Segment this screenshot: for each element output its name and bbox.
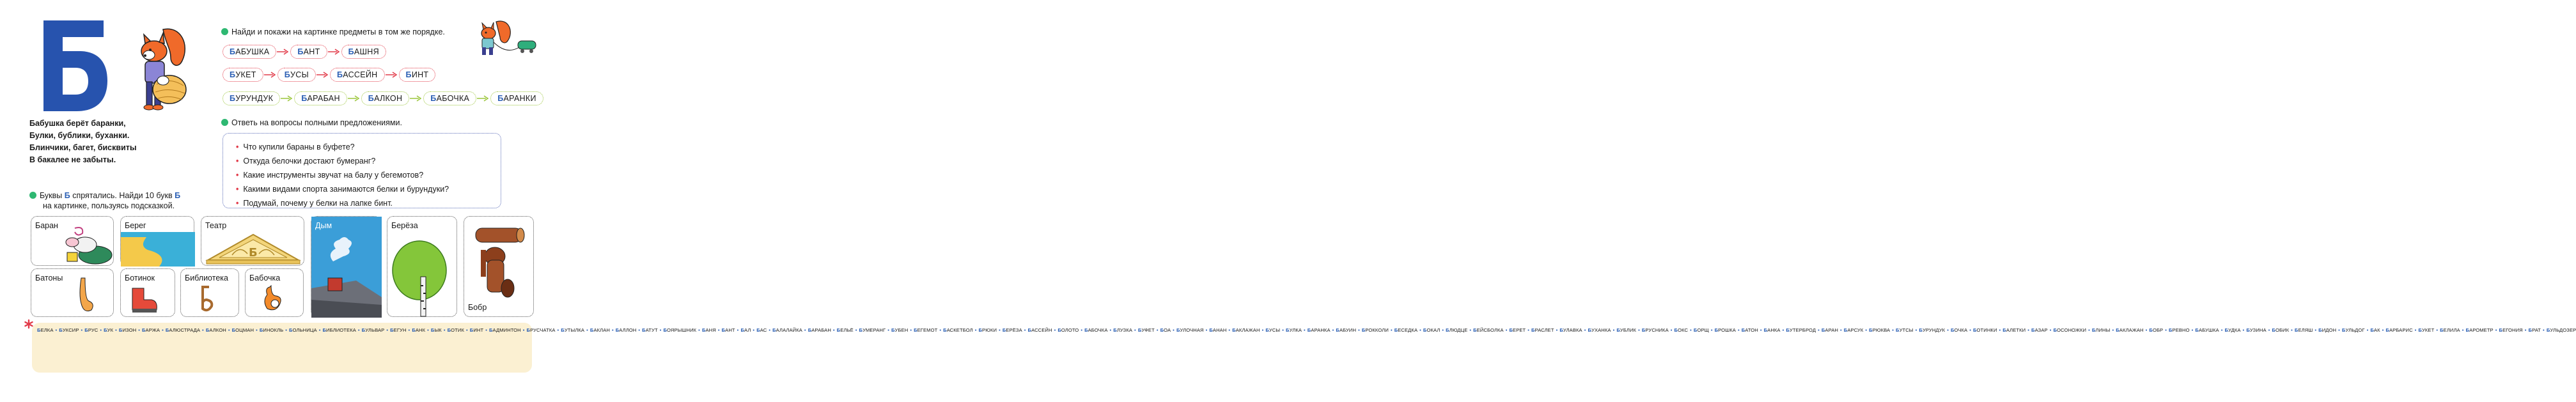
hint-word: БАРЖА xyxy=(141,327,160,333)
word-separator: • xyxy=(1205,327,1208,333)
word-separator: • xyxy=(1947,327,1949,333)
hint-word: БИЗОН xyxy=(118,327,137,333)
hint-word: БАЛАЛАЙКА xyxy=(772,327,802,333)
question-item: • Что купили бараны в буфете? xyxy=(236,140,501,154)
hint-word: БЕГОНИЯ xyxy=(2499,327,2523,333)
word-separator: • xyxy=(2049,327,2052,333)
hint-word: БРЮКВА xyxy=(1869,327,1891,333)
hint-word: БЕЙСБОЛКА xyxy=(1473,327,1504,333)
word-separator: • xyxy=(1892,327,1894,333)
poem-line: Булки, бублики, буханки. xyxy=(29,131,130,140)
word-separator: • xyxy=(2088,327,2090,333)
hint-word: БОБР xyxy=(2149,327,2164,333)
word-separator: • xyxy=(1134,327,1136,333)
hint-word: БАЗАР xyxy=(2031,327,2048,333)
word-separator: • xyxy=(1442,327,1444,333)
task-find-letters: Буквы Б спрятались. Найди 10 букв Б на картинке, пользуясь подсказкой. xyxy=(29,190,202,211)
card-label: Берёза xyxy=(391,221,418,230)
word-separator: • xyxy=(138,327,140,333)
hint-word: БОЧКА xyxy=(1950,327,1968,333)
word-separator: • xyxy=(2414,327,2417,333)
word-separator: • xyxy=(2242,327,2245,333)
shore-icon xyxy=(121,232,195,267)
word-separator: • xyxy=(2145,327,2148,333)
hint-word: БОБИК xyxy=(2272,327,2290,333)
arrow-right-icon xyxy=(264,72,277,78)
word-separator: • xyxy=(1419,327,1421,333)
hint-word: БАЛЮСТРАДА xyxy=(165,327,201,333)
hint-word: БУТЫЛКА xyxy=(561,327,585,333)
word-separator: • xyxy=(1332,327,1334,333)
hint-word: БОРЩ xyxy=(1693,327,1709,333)
word-separator: • xyxy=(2112,327,2114,333)
hint-word: БАБОЧКА xyxy=(1084,327,1108,333)
card-label: Бобр xyxy=(468,303,487,312)
hint-word: БРУСЧАТКА xyxy=(526,327,556,333)
hint-word: БЛЮДЦЕ xyxy=(1446,327,1468,333)
word-separator: • xyxy=(2524,327,2527,333)
word-separator: • xyxy=(887,327,889,333)
word-separator: • xyxy=(1584,327,1586,333)
word-separator: • xyxy=(1969,327,1971,333)
hint-word: БАНК xyxy=(412,327,426,333)
arrow-right-icon xyxy=(410,95,423,102)
card-biblioteka xyxy=(180,268,239,317)
hint-word: БЛИНЫ xyxy=(2091,327,2111,333)
card-beryoza xyxy=(387,216,457,317)
arrow-right-icon xyxy=(316,72,329,78)
ram-icon xyxy=(62,226,113,265)
word-box: БИНТ xyxy=(399,68,436,82)
card-label: Библиотека xyxy=(185,274,228,282)
question-item: • Откуда белочки достают бумеранг? xyxy=(236,154,501,168)
hint-word: БАСКЕТБОЛ xyxy=(943,327,973,333)
hint-word: БАНЯ xyxy=(701,327,716,333)
word-separator: • xyxy=(753,327,755,333)
hint-word: БУЛОЧНАЯ xyxy=(1176,327,1204,333)
hint-word: БАССЕЙН xyxy=(1027,327,1052,333)
word-separator: • xyxy=(1612,327,1615,333)
arrow-right-icon xyxy=(281,95,293,102)
word-separator: • xyxy=(1228,327,1231,333)
word-separator: • xyxy=(1054,327,1056,333)
card-label: Бабочка xyxy=(249,274,281,282)
word-separator: • xyxy=(228,327,230,333)
hint-word: БУБЕН xyxy=(891,327,909,333)
squirrel-with-basket-illustration xyxy=(131,26,190,112)
word-separator: • xyxy=(2382,327,2384,333)
task-find-objects xyxy=(221,27,445,37)
hint-word: БУЛЬДОГ xyxy=(2341,327,2365,333)
big-letter-b xyxy=(40,18,109,114)
hint-word: БАКЛАЖАН xyxy=(1232,327,1260,333)
hint-word: БУЛКА xyxy=(1286,327,1302,333)
arrow-right-icon xyxy=(328,49,341,55)
word-box: БАБОЧКА xyxy=(423,91,476,105)
arrow-right-icon xyxy=(348,95,361,102)
word-separator: • xyxy=(443,327,446,333)
hint-word: БУК xyxy=(104,327,114,333)
hint-word: БОЦМАН xyxy=(231,327,254,333)
green-bullet-icon xyxy=(221,28,228,35)
word-separator: • xyxy=(1173,327,1175,333)
word-separator: • xyxy=(2291,327,2293,333)
word-separator: • xyxy=(2462,327,2464,333)
word-box: БАССЕЙН xyxy=(330,68,385,82)
word-box: БУРУНДУК xyxy=(222,91,280,105)
word-separator: • xyxy=(2338,327,2340,333)
word-separator: • xyxy=(1505,327,1508,333)
hint-word: БАРСУК xyxy=(1843,327,1864,333)
poem-line: В бакалее не забыты. xyxy=(29,155,116,164)
hint-word: БАЛКОН xyxy=(205,327,226,333)
hint-word: БАЛ xyxy=(740,327,751,333)
word-separator: • xyxy=(717,327,720,333)
task-answer-questions xyxy=(221,118,402,128)
card-teatr xyxy=(201,216,304,266)
word-separator: • xyxy=(2268,327,2270,333)
card-dym xyxy=(311,216,381,317)
hint-word: БАРБАРИС xyxy=(2385,327,2413,333)
word-separator: • xyxy=(1081,327,1083,333)
hint-word: БИНТ xyxy=(469,327,484,333)
hint-word: БАКЛАН xyxy=(589,327,610,333)
word-separator: • xyxy=(115,327,117,333)
hint-word: БОСОНОЖКИ xyxy=(2053,327,2087,333)
hint-word: БУДКА xyxy=(2224,327,2241,333)
word-separator: • xyxy=(1670,327,1673,333)
word-separator: • xyxy=(2366,327,2369,333)
word-separator: • xyxy=(522,327,525,333)
word-separator: • xyxy=(318,327,321,333)
word-separator: • xyxy=(81,327,83,333)
hint-word: БРУСНИКА xyxy=(1641,327,1669,333)
card-label: Ботинок xyxy=(125,274,155,282)
card-babochka xyxy=(245,268,304,317)
hint-word: БОЛЬНИЦА xyxy=(289,327,317,333)
hint-word: БЕЛЬЁ xyxy=(836,327,854,333)
question-item: • Подумай, почему у белки на лапке бинт. xyxy=(236,196,501,210)
hint-word: БАЛЛОН xyxy=(615,327,637,333)
card-label: Батоны xyxy=(35,274,63,282)
word-separator: • xyxy=(1690,327,1692,333)
word-separator: • xyxy=(1638,327,1640,333)
green-bullet-icon xyxy=(29,192,36,199)
word-separator: • xyxy=(1999,327,2001,333)
word-separator: • xyxy=(2027,327,2030,333)
hint-word: БАБУШКА xyxy=(2195,327,2219,333)
word-separator: • xyxy=(2495,327,2497,333)
hint-word-list xyxy=(32,323,2576,373)
card-batony xyxy=(31,268,114,317)
squirrel-skateboard-illustration xyxy=(473,19,537,59)
word-separator: • xyxy=(1527,327,1530,333)
hint-word: БУФЕТ xyxy=(1137,327,1155,333)
poem xyxy=(29,118,137,166)
green-bullet-icon xyxy=(221,119,228,126)
beaver-with-log-icon xyxy=(473,224,527,301)
card-label: Дым xyxy=(315,221,332,230)
word-box: БАРАБАН xyxy=(294,91,347,105)
word-separator: • xyxy=(100,327,102,333)
word-separator: • xyxy=(1710,327,1713,333)
hint-word: БУРУНДУК xyxy=(1919,327,1946,333)
hint-word: БАКЛАЖАН xyxy=(2116,327,2144,333)
hint-word: БИНОКЛЬ xyxy=(259,327,284,333)
word-separator: • xyxy=(1469,327,1472,333)
poem-line: Бабушка берёт баранки, xyxy=(29,119,126,128)
hint-word: БЕСЕДКА xyxy=(1394,327,1418,333)
hint-word: БЛУЗКА xyxy=(1113,327,1133,333)
word-row-1 xyxy=(222,45,386,59)
card-botinok xyxy=(120,268,175,317)
word-separator: • xyxy=(427,327,429,333)
hint-word: БРУС xyxy=(84,327,98,333)
hint-word: БУЛЬДОЗЕР xyxy=(2546,327,2576,333)
hint-word: БОКС xyxy=(1674,327,1689,333)
word-separator: • xyxy=(769,327,771,333)
question-item: • Какие инструменты звучат на балу у бегемотов? xyxy=(236,168,501,182)
word-separator: • xyxy=(1840,327,1842,333)
theatre-pediment-icon xyxy=(204,229,302,265)
hint-word: БЕЛКА xyxy=(37,327,54,333)
hint-word: БЫК xyxy=(430,327,442,333)
word-separator: • xyxy=(55,327,58,333)
hint-word: БЕГЕМОТ xyxy=(914,327,938,333)
chimney-smoke-icon xyxy=(311,217,382,318)
word-separator: • xyxy=(162,327,164,333)
hint-word: БАНКА xyxy=(1763,327,1781,333)
hint-word: БИДОН xyxy=(2318,327,2337,333)
hint-word: БЕРЕТ xyxy=(1509,327,1526,333)
hint-word: БАРАНКА xyxy=(1307,327,1331,333)
word-separator: • xyxy=(357,327,360,333)
word-separator: • xyxy=(1390,327,1393,333)
word-separator: • xyxy=(939,327,942,333)
hint-word: БУБЛИК xyxy=(1616,327,1637,333)
hint-word: БРОШКА xyxy=(1714,327,1736,333)
hint-word: БАС xyxy=(756,327,767,333)
word-separator: • xyxy=(832,327,835,333)
hint-word: БАРОМЕТР xyxy=(2465,327,2494,333)
task-find-objects-text: Найди и покажи на картинке предметы в том же порядке. xyxy=(231,27,445,36)
word-separator: • xyxy=(2221,327,2223,333)
hint-word: БУСЫ xyxy=(1265,327,1281,333)
word-separator: • xyxy=(611,327,614,333)
hint-word: БАЛЕТКИ xyxy=(2002,327,2026,333)
word-separator: • xyxy=(910,327,912,333)
hint-word: БОТИК xyxy=(447,327,464,333)
question-item: • Какими видами спорта занимаются белки и бурундуки? xyxy=(236,182,501,196)
butterfly-icon xyxy=(261,283,286,314)
hint-word: БУЛАВКА xyxy=(1559,327,1582,333)
hint-word: БАНАН xyxy=(1209,327,1227,333)
poem-line: Блинчики, багет, бисквиты xyxy=(29,143,137,152)
hint-word: БОЯРЫШНИК xyxy=(663,327,697,333)
word-separator: • xyxy=(638,327,641,333)
word-separator: • xyxy=(485,327,487,333)
word-separator: • xyxy=(1782,327,1784,333)
word-separator: • xyxy=(2543,327,2545,333)
word-separator: • xyxy=(1760,327,1762,333)
library-letter-b-icon xyxy=(198,284,217,315)
word-box: БУКЕТ xyxy=(222,68,263,82)
hint-word: БРЮКИ xyxy=(978,327,997,333)
hint-word: БАТУТ xyxy=(642,327,658,333)
hint-word: БАБУИН xyxy=(1336,327,1357,333)
word-separator: • xyxy=(698,327,700,333)
hint-word: БЕГУН xyxy=(390,327,407,333)
card-bereg xyxy=(120,216,194,266)
word-separator: • xyxy=(2165,327,2167,333)
hint-word: БУМЕРАНГ xyxy=(859,327,886,333)
hint-word: БУЛЬВАР xyxy=(361,327,385,333)
hint-word: БРАСЛЕТ xyxy=(1531,327,1554,333)
hint-word: БОЛОТО xyxy=(1058,327,1079,333)
word-separator: • xyxy=(1737,327,1740,333)
word-separator: • xyxy=(2436,327,2439,333)
arrow-right-icon xyxy=(386,72,398,78)
word-separator: • xyxy=(408,327,410,333)
card-bobr xyxy=(464,216,534,317)
word-separator: • xyxy=(1282,327,1284,333)
word-separator: • xyxy=(1818,327,1820,333)
word-separator: • xyxy=(1109,327,1112,333)
hint-word: БУКЕТ xyxy=(2418,327,2435,333)
word-separator: • xyxy=(1556,327,1558,333)
word-separator: • xyxy=(737,327,739,333)
hint-word: БАТОН xyxy=(1741,327,1758,333)
hint-word: БАНТ xyxy=(721,327,735,333)
word-box: БУСЫ xyxy=(277,68,316,82)
word-separator: • xyxy=(659,327,662,333)
word-separator: • xyxy=(1156,327,1159,333)
hint-word: БОА xyxy=(1160,327,1171,333)
word-row-3 xyxy=(222,91,543,105)
hint-word: БРОККОЛИ xyxy=(1361,327,1389,333)
word-box: БАШНЯ xyxy=(341,45,386,59)
word-row-2 xyxy=(222,68,435,82)
word-separator: • xyxy=(1261,327,1264,333)
arrow-right-icon xyxy=(277,49,290,55)
card-label: Берег xyxy=(125,221,146,230)
hint-word: БОТИНКИ xyxy=(1972,327,1997,333)
word-separator: • xyxy=(1024,327,1026,333)
hint-word: БУТЕРБРОД xyxy=(1786,327,1816,333)
word-separator: • xyxy=(256,327,258,333)
baguette-icon xyxy=(76,275,95,315)
boot-icon xyxy=(130,286,159,315)
hint-word: БЕЛЯШ xyxy=(2294,327,2313,333)
word-separator: • xyxy=(1865,327,1868,333)
hint-word: БЕЛИЛА xyxy=(2440,327,2460,333)
hint-word: БАДМИНТОН xyxy=(488,327,521,333)
word-separator: • xyxy=(999,327,1001,333)
hint-word: БУКСИР xyxy=(59,327,79,333)
hint-word: БАК xyxy=(2370,327,2380,333)
svg-text:Б: Б xyxy=(249,246,258,259)
word-separator: • xyxy=(804,327,806,333)
hint-word: БАРАН xyxy=(1821,327,1838,333)
word-separator: • xyxy=(285,327,287,333)
arrow-right-icon xyxy=(477,95,490,102)
word-separator: • xyxy=(1304,327,1306,333)
word-box: БАНТ xyxy=(290,45,327,59)
hint-word: БУЗИНА xyxy=(2246,327,2267,333)
word-separator: • xyxy=(202,327,204,333)
hint-word: БЕРЁЗА xyxy=(1002,327,1022,333)
word-box: БАБУШКА xyxy=(222,45,276,59)
hint-word: БУХАНКА xyxy=(1588,327,1611,333)
word-separator: • xyxy=(386,327,389,333)
word-box: БАРАНКИ xyxy=(490,91,543,105)
card-label: Баран xyxy=(35,221,58,230)
word-separator: • xyxy=(557,327,559,333)
hint-word: БРЕВНО xyxy=(2168,327,2190,333)
word-separator: • xyxy=(1358,327,1360,333)
questions-box xyxy=(222,133,501,208)
hint-word: БАРАБАН xyxy=(808,327,831,333)
word-separator: • xyxy=(2191,327,2194,333)
card-label: Театр xyxy=(205,221,227,230)
hint-word: БИБЛИОТЕКА xyxy=(322,327,356,333)
birch-tree-icon xyxy=(390,238,457,316)
word-box: БАЛКОН xyxy=(361,91,410,105)
hint-word: БУТСЫ xyxy=(1896,327,1914,333)
word-separator: • xyxy=(586,327,588,333)
word-separator: • xyxy=(855,327,857,333)
word-separator: • xyxy=(466,327,468,333)
card-baran xyxy=(31,216,114,266)
task-answer-questions-text: Ответь на вопросы полными предложениями. xyxy=(231,118,402,127)
word-separator: • xyxy=(974,327,977,333)
hint-word: БОКАЛ xyxy=(1423,327,1440,333)
word-separator: • xyxy=(1915,327,1917,333)
hint-word: БРАТ xyxy=(2528,327,2541,333)
word-separator: • xyxy=(2314,327,2317,333)
